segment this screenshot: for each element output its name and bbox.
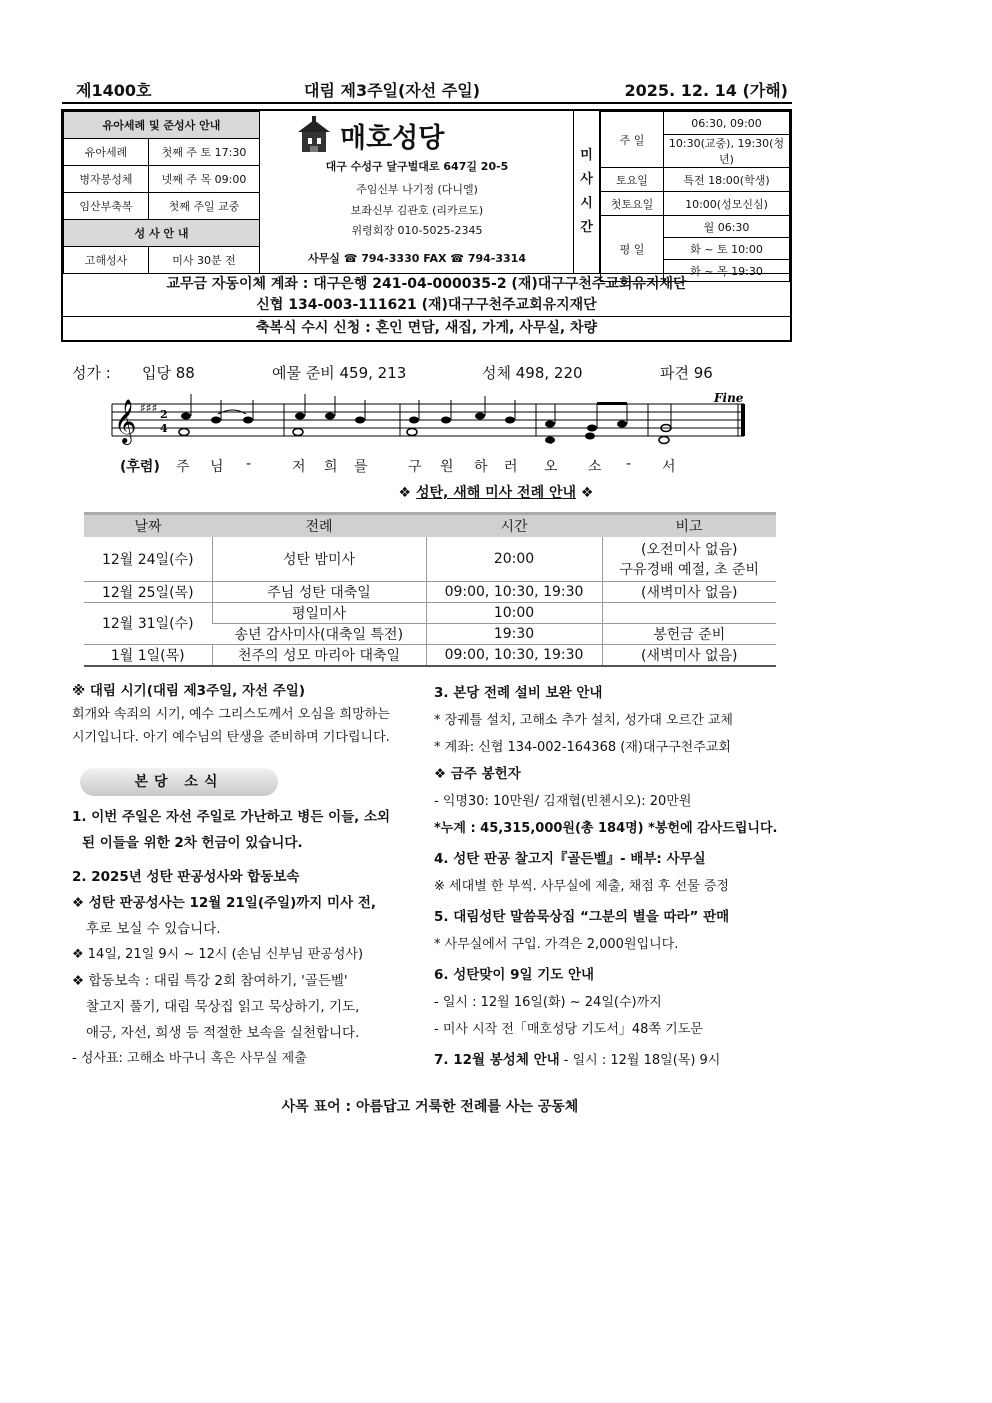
bulletin-date: 2025. 12. 14 (가해) (624, 81, 788, 100)
news-text: ※ 세대별 한 부씩. 사무실에 제출, 채점 후 선물 증정 (434, 879, 729, 894)
mass-label-char: 미 (580, 148, 593, 163)
saturday-time: 특전 18:00(학생) (664, 168, 790, 192)
col-header: 시간 (426, 514, 602, 538)
news-title: 3. 본당 전례 설비 보완 안내 (434, 685, 603, 701)
cell-liturgy: 평일미사 (212, 602, 426, 623)
news-text: 된 이들을 위한 2차 헌금이 있습니다. (82, 835, 303, 851)
parish-contact (260, 111, 574, 273)
sunday-time: 10:30(교중), 19:30(청년) (664, 135, 790, 168)
cell-note (602, 537, 776, 581)
advent-text: 시기입니다. 아기 예수님의 탄생을 준비하며 기다립니다. (72, 730, 390, 745)
cell-liturgy: 천주의 성모 마리아 대축일 (212, 644, 426, 666)
news-title: 2. 2025년 성탄 판공성사와 합동보속 (72, 869, 300, 885)
cell-time: 20:00 (426, 537, 602, 581)
weekday-time: 화 ~ 목 19:30 (664, 260, 790, 282)
news-text: * 장궤틀 설치, 고해소 추가 설치, 성가대 오르간 교체 (434, 713, 733, 728)
hymn-label: 성가 : (72, 364, 111, 382)
lyric-syllable: - (626, 456, 632, 472)
cell-note: 봉헌금 준비 (602, 623, 776, 644)
hymn-entrance: 입당 88 (142, 364, 195, 382)
lyric-syllable: 하 (474, 459, 488, 475)
lyric-syllable: 구 (408, 459, 422, 475)
sunday-time: 06:30, 09:00 (664, 112, 790, 135)
account-line: 교무금 자동이체 계좌 : 대구은행 241-04-000035-2 (재)대구구천주교회유지재단 (166, 276, 687, 292)
refrain-label: (후렴) (120, 459, 160, 475)
left-column (72, 680, 422, 749)
cell-note: (새벽미사 없음) (602, 644, 776, 666)
news-text: 애긍, 자선, 희생 등 적절한 보속을 실천합니다. (86, 1025, 360, 1041)
mass-label-char: 시 (580, 196, 593, 211)
hymn-dismissal: 파견 96 (660, 364, 713, 382)
parish-address: 대구 수성구 달구벌대로 647길 20-5 (325, 160, 509, 173)
note-line: (오전미사 없음) (640, 541, 738, 558)
church-icon (288, 116, 538, 156)
music-staff (108, 390, 748, 452)
pastor-name: 주임신부 나기정 (다니엘) (356, 183, 478, 196)
parish-info-box (61, 109, 792, 342)
news-text: 1. 이번 주일은 자선 주일로 가난하고 병든 이들, 소외 (72, 809, 391, 825)
col-header: 전례 (212, 514, 426, 538)
table-row (84, 602, 776, 623)
advent-title: ※ 대림 시기(대림 제3주일, 자선 주일) (72, 683, 306, 699)
lyric-syllable: - (246, 456, 252, 472)
lyric-syllable: 서 (662, 459, 676, 475)
news-text: - 성사표: 고해소 바구니 혹은 사무실 제출 (72, 1051, 307, 1066)
lyric-syllable: 소 (588, 459, 602, 475)
cell-note: (새벽미사 없음) (602, 581, 776, 602)
weekday-time: 월 06:30 (664, 216, 790, 238)
news-text: * 계좌: 신협 134-002-164368 (재)대구구천주교회 (434, 740, 731, 755)
lyric-syllable: 원 (440, 459, 454, 475)
schedule-title: ❖ 성탄, 새해 미사 전례 안내 ❖ (398, 485, 594, 501)
news-text: * 사무실에서 구입. 가격은 2,000원입니다. (434, 937, 679, 952)
news-text: - 미사 시작 전「매호성당 기도서」48쪽 기도문 (434, 1022, 703, 1037)
mass-label-char: 사 (580, 172, 593, 187)
treble-clef-icon: 𝄞 (114, 399, 137, 443)
schedule-title-text: 성탄, 새해 미사 전례 안내 (415, 485, 577, 501)
weekday-time: 화 ~ 토 10:00 (664, 238, 790, 260)
bulletin-header (62, 78, 792, 104)
news-text: ❖ 성탄 판공성사는 12월 21일(주일)까지 미사 전, (72, 895, 376, 911)
news-text: 찰고지 풀기, 대림 묵상집 읽고 묵상하기, 기도, (86, 999, 360, 1015)
news-text: ❖ 14일, 21일 9시 ~ 12시 (손님 신부님 판공성사) (72, 947, 364, 962)
donor-title: ❖ 금주 봉헌자 (434, 766, 521, 782)
parish-logo (288, 116, 538, 156)
blessing-notice: 축복식 수시 신청 : 혼인 면담, 새집, 가게, 사무실, 차량 (255, 320, 598, 336)
news-text: - 일시 : 12월 16일(화) ~ 24일(수)까지 (434, 995, 662, 1010)
confession-time: 미사 30분 전 (149, 247, 260, 274)
sacrament-name: 병자봉성체 (64, 166, 149, 193)
first-saturday-time: 10:00(성모신심) (664, 192, 790, 216)
bulletin-title: 대림 제3주일(자선 주일) (304, 81, 481, 100)
parish-news-heading: 본당 소식 (80, 768, 278, 796)
mass-time-label (574, 111, 600, 273)
lyric-syllable: 주 (176, 459, 190, 475)
news-text: ❖ 합동보속 : 대림 특강 2회 참여하기, '골든벨' (72, 973, 348, 989)
cell-time: 09:00, 10:30, 19:30 (426, 644, 602, 666)
news-text: - 일시 : 12월 18일(목) 9시 (559, 1053, 721, 1068)
svg-text:4: 4 (160, 422, 168, 435)
donor-text: - 익명30: 10만원/ 김재협(빈첸시오): 20만원 (434, 794, 692, 809)
hymn-offertory: 예물 준비 459, 213 (272, 364, 407, 382)
cell-liturgy: 성탄 밤미사 (212, 537, 426, 581)
advent-text: 회개와 속죄의 시기, 예수 그리스도께서 오심을 희망하는 (72, 707, 390, 722)
sacrament-table (63, 111, 260, 274)
donor-total: *누계 : 45,315,000원(총 184명) *봉헌에 감사드립니다. (434, 821, 778, 836)
note-line: 구유경배 예절, 초 준비 (619, 561, 760, 578)
svg-text:2: 2 (160, 408, 168, 421)
table-row (84, 581, 776, 602)
logo-text: 매호성당 (340, 123, 445, 154)
lyric-syllable: 희 (324, 459, 338, 475)
issue-number: 제1400호 (76, 81, 152, 100)
weekday-label: 평 일 (601, 216, 664, 282)
lyric-syllable: 를 (354, 459, 368, 475)
assistant-name: 보좌신부 김관호 (리카르도) (350, 204, 484, 217)
right-column (434, 680, 794, 1074)
mass-time-table (600, 111, 790, 282)
sacrament-time: 첫째 주일 교중 (149, 193, 260, 220)
sacrament-time: 넷째 주 목 09:00 (149, 166, 260, 193)
table-row (84, 644, 776, 666)
confession-name: 고해성사 (64, 247, 149, 274)
confession-title: 성 사 안 내 (64, 220, 260, 247)
saturday-label: 토요일 (601, 168, 664, 192)
schedule-table (84, 512, 776, 667)
sacrament-title: 유아세례 및 준성사 안내 (64, 112, 260, 139)
cell-date: 12월 24일(수) (84, 537, 212, 581)
hymn-communion: 성체 498, 220 (482, 364, 583, 382)
lyric-syllable: 저 (292, 459, 306, 475)
news-title: 4. 성탄 판공 찰고지『골든벨』- 배부: 사무실 (434, 851, 706, 867)
account-info (63, 273, 790, 317)
cell-time: 09:00, 10:30, 19:30 (426, 581, 602, 602)
news-title: 6. 성탄맞이 9일 기도 안내 (434, 967, 595, 983)
left-news (72, 804, 422, 1072)
first-saturday-label: 첫토요일 (601, 192, 664, 216)
mass-label-char: 간 (580, 220, 593, 235)
col-header: 날짜 (84, 514, 212, 538)
lyric-syllable: 님 (210, 459, 224, 475)
cell-date: 12월 25일(목) (84, 581, 212, 602)
cell-liturgy: 주님 성탄 대축일 (212, 581, 426, 602)
cell-date: 12월 31일(수) (84, 602, 212, 644)
news-title: 7. 12월 봉성체 안내 (434, 1052, 560, 1068)
pastoral-motto: 사목 표어 : 아름답고 거룩한 전례를 사는 공동체 (281, 1099, 579, 1115)
account-line: 신협 134-003-111621 (재)대구구천주교회유지재단 (256, 297, 597, 313)
sacrament-name: 유아세례 (64, 139, 149, 166)
sacrament-time: 첫째 주 토 17:30 (149, 139, 260, 166)
cell-date: 1월 1일(목) (84, 644, 212, 666)
news-title: 5. 대림성탄 말씀묵상집 “그분의 별을 따라” 판매 (434, 909, 730, 925)
sacrament-name: 임산부축복 (64, 193, 149, 220)
cell-time: 10:00 (426, 602, 602, 623)
cell-liturgy: 송년 감사미사(대축일 특전) (212, 623, 426, 644)
cell-time: 19:30 (426, 623, 602, 644)
cell-note (602, 602, 776, 623)
sunday-label: 주 일 (601, 112, 664, 168)
col-header: 비고 (602, 514, 776, 538)
svg-text:♯♯♯: ♯♯♯ (140, 401, 158, 415)
lyric-syllable: 러 (504, 459, 518, 475)
news-text: 후로 보실 수 있습니다. (86, 921, 221, 937)
chair-phone: 위령회장 010-5025-2345 (351, 224, 483, 237)
lyric-syllable: 오 (544, 459, 558, 475)
table-row (84, 537, 776, 581)
fine-marking: Fine (714, 391, 744, 405)
office-phone: 사무실 ☎ 794-3330 FAX ☎ 794-3314 (308, 252, 526, 265)
